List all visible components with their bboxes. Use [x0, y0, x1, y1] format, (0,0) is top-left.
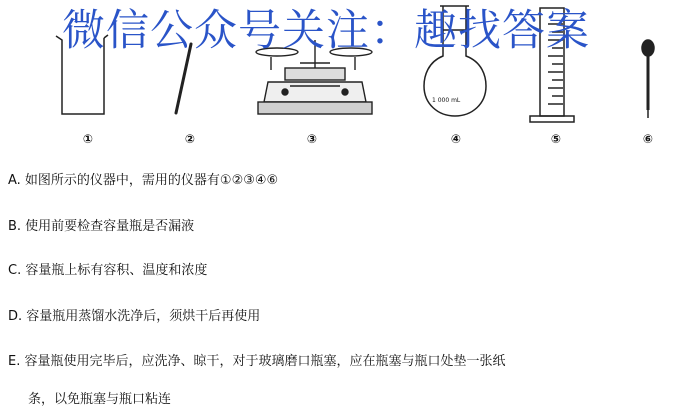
figure-label-1: ①: [82, 132, 94, 146]
option-c: C. 容量瓶上标有容积、温度和浓度: [8, 263, 208, 278]
flask-volume-label: 1 000 mL: [432, 97, 461, 104]
watermark-text: 微信公众号关注：趣找答案: [62, 6, 590, 56]
dropper-icon: [642, 40, 654, 118]
option-e-continued: 条，以免瓶塞与瓶口粘连: [28, 392, 172, 407]
option-e: E. 容量瓶使用完毕后，应洗净、晾干，对于玻璃磨口瓶塞，应在瓶塞与瓶口处垫一张纸: [8, 354, 506, 369]
option-a: A. 如图所示的仪器中，需用的仪器有①②③④⑥: [8, 173, 279, 188]
option-d: D. 容量瓶用蒸馏水洗净后，须烘干后再使用: [8, 309, 261, 324]
figure-label-2: ②: [184, 132, 196, 146]
option-b: B. 使用前要检查容量瓶是否漏液: [8, 219, 195, 234]
figure-label-6: ⑥: [642, 132, 654, 146]
figure-label-5: ⑤: [550, 132, 562, 146]
figure-label-3: ③: [306, 132, 318, 146]
figure-label-4: ④: [450, 132, 462, 146]
